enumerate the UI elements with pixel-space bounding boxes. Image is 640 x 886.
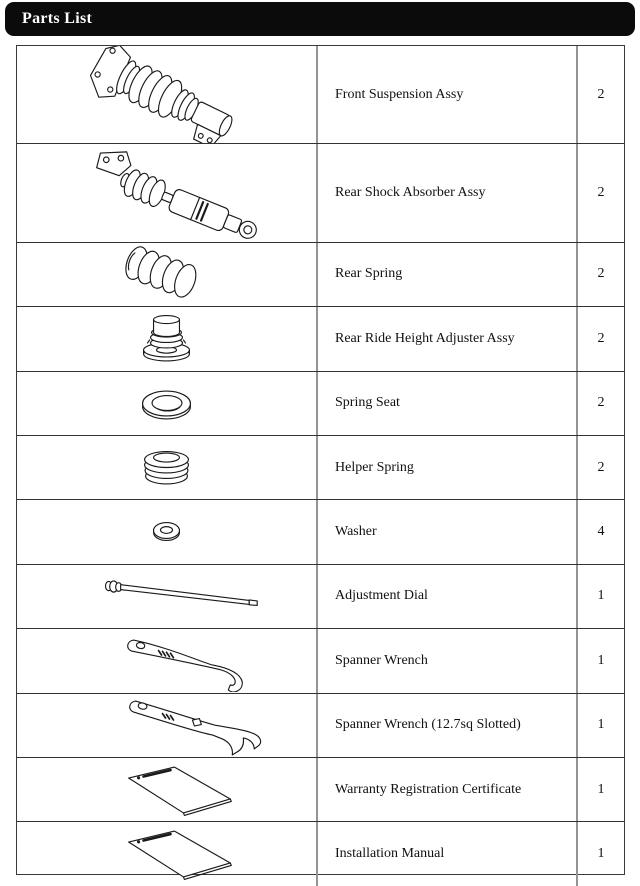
part-illustration-cell xyxy=(17,629,318,692)
part-name: Installation Manual xyxy=(335,845,445,861)
part-name: Washer xyxy=(335,524,377,540)
part-qty: 2 xyxy=(597,459,605,475)
table-row-front-suspension xyxy=(17,46,624,144)
table-row-installation-manual xyxy=(17,822,624,885)
part-qty: 1 xyxy=(597,717,605,733)
part-illustration-cell xyxy=(17,46,318,143)
table-row-rear-shock xyxy=(17,144,624,242)
part-qty: 2 xyxy=(597,266,605,282)
washer-illustration xyxy=(17,501,316,564)
part-qty: 2 xyxy=(597,395,605,411)
part-name: Rear Ride Height Adjuster Assy xyxy=(335,330,515,346)
table-row-spring-seat xyxy=(17,372,624,436)
part-name: Adjustment Dial xyxy=(335,588,428,604)
part-name: Spanner Wrench xyxy=(335,652,428,668)
front-suspension-assy-illustration xyxy=(17,46,316,143)
part-illustration-cell xyxy=(17,144,318,241)
header-bar xyxy=(5,2,635,36)
spanner-wrench-slotted-illustration xyxy=(17,694,316,757)
part-illustration-cell xyxy=(17,694,318,757)
helper-spring-illustration xyxy=(17,436,316,499)
table-row-rear-spring xyxy=(17,243,624,307)
spring-seat-illustration xyxy=(17,372,316,435)
table-row-adjustment-dial xyxy=(17,565,624,629)
table-row-washer xyxy=(17,500,624,564)
part-illustration-cell xyxy=(17,565,318,628)
table-row-ride-height-adjuster xyxy=(17,307,624,371)
part-name: Spanner Wrench (12.7sq Slotted) xyxy=(335,717,521,733)
part-name: Front Suspension Assy xyxy=(335,86,464,102)
table-row-warranty-certificate xyxy=(17,758,624,822)
part-name: Helper Spring xyxy=(335,459,414,475)
spanner-wrench-illustration xyxy=(17,629,316,692)
warranty-registration-certificate-illustration xyxy=(17,758,316,821)
part-name: Rear Spring xyxy=(335,266,403,282)
part-qty: 4 xyxy=(597,524,605,540)
adjustment-dial-illustration xyxy=(17,565,316,628)
part-qty: 1 xyxy=(597,588,605,604)
part-qty: 2 xyxy=(597,86,605,102)
part-illustration-cell xyxy=(17,758,318,821)
part-qty: 1 xyxy=(597,652,605,668)
part-illustration-cell xyxy=(17,500,318,563)
part-qty: 2 xyxy=(597,330,605,346)
table-row-spanner-wrench xyxy=(17,629,624,693)
installation-manual-illustration xyxy=(17,822,316,885)
part-name: Rear Shock Absorber Assy xyxy=(335,185,486,201)
rear-ride-height-adjuster-assy-illustration xyxy=(17,307,316,370)
part-qty: 2 xyxy=(597,185,605,201)
part-illustration-cell xyxy=(17,822,318,885)
part-illustration-cell xyxy=(17,372,318,435)
parts-table xyxy=(16,45,625,875)
part-name: Spring Seat xyxy=(335,395,400,411)
page-title: Parts List xyxy=(22,10,93,27)
table-row-helper-spring xyxy=(17,436,624,500)
part-qty: 1 xyxy=(597,781,605,797)
part-illustration-cell xyxy=(17,307,318,370)
table-row-spanner-wrench-slotted xyxy=(17,694,624,758)
part-illustration-cell xyxy=(17,436,318,499)
rear-spring-illustration xyxy=(17,243,316,306)
rear-shock-absorber-assy-illustration xyxy=(17,145,316,242)
part-qty: 1 xyxy=(597,845,605,861)
part-name: Warranty Registration Certificate xyxy=(335,781,522,797)
part-illustration-cell xyxy=(17,243,318,306)
